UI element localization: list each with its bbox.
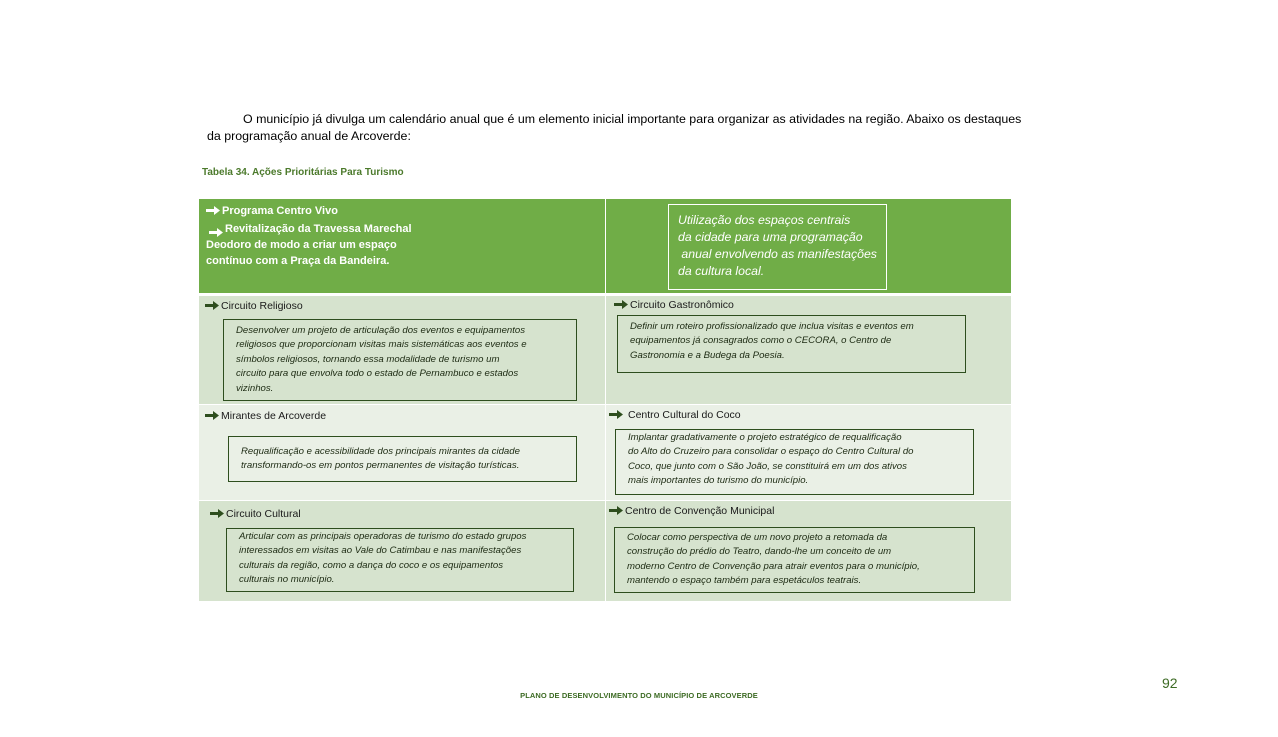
desc-centro-convencao: Colocar como perspectiva de um novo projeto a retomada da construção do prédio do Teatro, dando-lhe um conceito de um moderno Centro de Convenção para atrair eventos para o município, mantendo o espaço também para espetáculos teatrais.: [614, 527, 975, 593]
desc-centro-cultural-coco: Implantar gradativamente o projeto estratégico de requalificação do Alto do Cruzeiro para consolidar o espaço do Centro Cultural do Coco, que junto com o São João, se constituirá em um dos ativos mais importantes do turismo do município.: [615, 429, 974, 495]
item-title-centro-cultural-coco: Centro Cultural do Coco: [609, 408, 741, 422]
desc-circuito-gastronomico: Definir um roteiro profissionalizado que inclua visitas e eventos em equipamentos já consagrados como o CECORA, o Centro de Gastronomia e a Budega da Poesia.: [617, 315, 966, 373]
arrow-right-icon: [210, 509, 224, 518]
page-number: 92: [1162, 675, 1178, 691]
item-title-centro-convencao: Centro de Convenção Municipal: [609, 504, 774, 518]
intro-line-2: da programação anual de Arcoverde:: [207, 129, 411, 143]
arrow-right-icon: [209, 228, 223, 237]
desc-mirantes: Requalificação e acessibilidade dos principais mirantes da cidade transformando-os em pontos permanentes de visitação turísticas.: [228, 436, 577, 482]
header-item-centro-vivo: Programa Centro Vivo: [206, 203, 338, 219]
item-title-circuito-gastronomico: Circuito Gastronômico: [614, 298, 734, 312]
arrow-right-icon: [205, 301, 219, 310]
arrow-right-icon: [609, 506, 623, 515]
item-title-circuito-religioso: Circuito Religioso: [205, 299, 303, 313]
intro-paragraph: [207, 111, 1059, 145]
arrow-right-icon: [205, 411, 219, 420]
page-footer: PLANO DE DESENVOLVIMENTO DO MUNICÍPIO DE ARCOVERDE: [520, 691, 758, 700]
arrow-right-icon: [206, 206, 220, 215]
highlight-box: Utilização dos espaços centrais da cidade para uma programação anual envolvendo as manifestações da cultura local.: [668, 204, 887, 290]
arrow-right-icon: [614, 300, 628, 309]
item-title-circuito-cultural: Circuito Cultural: [210, 507, 301, 521]
item-title-mirantes: Mirantes de Arcoverde: [205, 409, 326, 423]
header-item-revitalizacao: Revitalização da Travessa Marechal Deodoro de modo a criar um espaço contínuo com a Praça da Bandeira.: [206, 223, 412, 267]
arrow-right-icon: [609, 410, 623, 419]
desc-circuito-cultural: Articular com as principais operadoras de turismo do estado grupos interessados em visitas ao Vale do Catimbau e nas manifestações culturais da região, como a dança do coco e os equipamentos culturais no município.: [226, 528, 574, 592]
intro-line-1: O município já divulga um calendário anual que é um elemento inicial importante para organizar as atividades na região. Abaixo os destaques: [243, 112, 1022, 126]
desc-circuito-religioso: Desenvolver um projeto de articulação dos eventos e equipamentos religiosos que proporcionam visitas mais sistemáticas aos eventos e símbolos religiosos, tornando essa modalidade de turismo um circuito para que envolva todo o estado de Pernambuco e estados vizinhos.: [223, 319, 577, 401]
table-caption: Tabela 34. Ações Prioritárias Para Turismo: [202, 167, 404, 178]
